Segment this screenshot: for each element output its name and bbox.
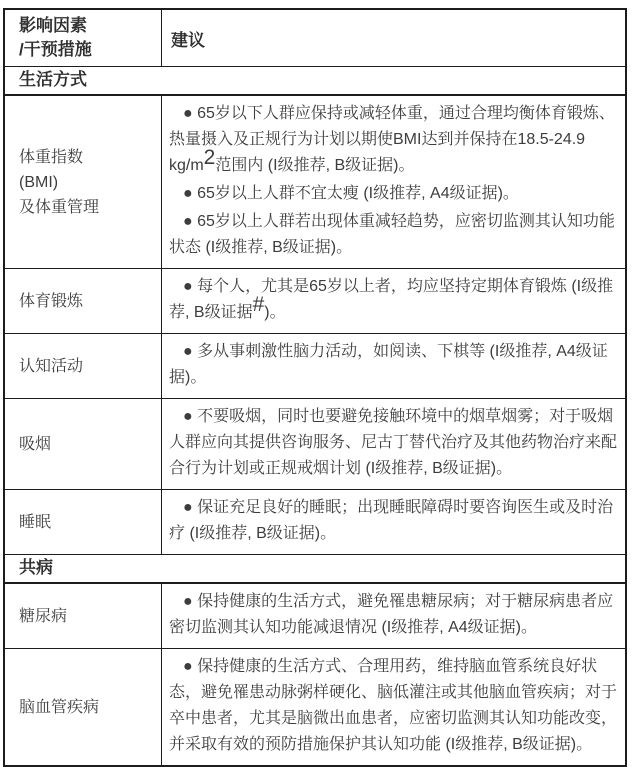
recommendation-cell [162, 583, 627, 649]
bullet-item [169, 181, 619, 207]
bullet-icon: ● [183, 408, 198, 425]
recommendation-cell [162, 490, 627, 555]
factor-cell [4, 334, 162, 399]
factor-header-line2: /干预措施 [19, 40, 92, 59]
table-row [4, 334, 626, 399]
bullet-item [169, 589, 619, 641]
table-row [4, 269, 626, 334]
bullet-icon: ● [183, 658, 198, 675]
factor-label-line: 睡眠 [19, 513, 52, 531]
factor-label-line: 脑血管疾病 [19, 698, 100, 716]
recommendation-cell [162, 269, 627, 334]
bullet-item [169, 209, 619, 261]
factor-label-line: 认知活动 [19, 357, 84, 375]
bullet-text: 65岁以上人群若出现体重减轻趋势，应密切监测其认知功能状态 (I级推荐, B级证据)。 [169, 213, 615, 256]
bullet-text: 每个人，尤其是65岁以上者，均应坚持定期体育锻炼 (I级推荐, B级证据 [169, 278, 614, 321]
bullet-item [169, 404, 619, 482]
bullet-text: 保持健康的生活方式，避免罹患糖尿病；对于糖尿病患者应密切监测其认知功能减退情况 (I级推荐, A4级证据)。 [169, 593, 614, 636]
factor-cell [4, 649, 162, 767]
table-body [4, 67, 626, 767]
section-title: 生活方式 [4, 67, 626, 96]
table-row [4, 649, 626, 767]
superscript: # [252, 293, 265, 316]
header-row [4, 9, 626, 67]
recommendation-cell [162, 649, 627, 767]
bullet-text: 保持健康的生活方式、合理用药，维持脑血管系统良好状态，避免罹患动脉粥样硬化、脑低灌注或其他脑血管疾病；对于卒中患者，尤其是脑微出血患者，应密切监测其认知功能改变，并采取有效的预防措施保护其认知功能 (I级推荐, B级证据)。 [169, 658, 618, 753]
recommendation-cell [162, 334, 627, 399]
table-row [4, 399, 626, 490]
factor-label-line: 体重指数 [19, 148, 84, 166]
bullet-item [169, 654, 619, 758]
section-title: 共病 [4, 555, 626, 584]
factor-label-line: (BMI) [19, 173, 59, 191]
factor-label-line: 吸烟 [19, 435, 52, 453]
bullet-icon: ● [183, 278, 198, 295]
bullet-item [169, 101, 619, 179]
factor-cell [4, 490, 162, 555]
section-header-row [4, 555, 626, 584]
factor-label-line: 及体重管理 [19, 198, 100, 216]
bullet-icon: ● [183, 343, 198, 360]
factor-cell [4, 269, 162, 334]
guideline-table [3, 8, 627, 767]
recommendation-column-header: 建议 [162, 9, 627, 67]
table-row [4, 490, 626, 555]
table-row [4, 583, 626, 649]
factor-column-header [4, 9, 162, 67]
bullet-icon: ● [183, 213, 198, 230]
bullet-icon: ● [183, 593, 198, 610]
superscript: 2 [203, 146, 216, 169]
bullet-icon: ● [183, 185, 198, 202]
recommendation-cell [162, 399, 627, 490]
factor-cell [4, 399, 162, 490]
bullet-text: 保证充足良好的睡眠；出现睡眠障碍时要咨询医生或及时治疗 (I级推荐, B级证据)。 [169, 499, 614, 542]
bullet-text: 多从事刺激性脑力活动，如阅读、下棋等 (I级推荐, A4级证据)。 [169, 343, 608, 386]
factor-header-line1: 影响因素 [19, 16, 87, 35]
factor-cell [4, 95, 162, 269]
factor-cell [4, 583, 162, 649]
bullet-text: 65岁以上人群不宜太瘦 (I级推荐, A4级证据)。 [197, 185, 519, 202]
bullet-text: 不要吸烟，同时也要避免接触环境中的烟草烟雾；对于吸烟人群应向其提供咨询服务、尼古丁替代治疗及其他药物治疗来配合行为计划或正规戒烟计划 (I级推荐, B级证据)。 [169, 408, 618, 477]
table-row [4, 95, 626, 269]
bullet-text: 65岁以下人群应保持或减轻体重，通过合理均衡体育锻炼、热量摄入及正规行为计划以期使BMI达到并保持在18.5-24.9 kg/m [169, 105, 615, 174]
bullet-item [169, 274, 619, 326]
factor-label-line: 体育锻炼 [19, 292, 84, 310]
bullet-icon: ● [183, 105, 198, 122]
bullet-item [169, 339, 619, 391]
bullet-icon: ● [183, 499, 198, 516]
recommendation-cell [162, 95, 627, 269]
table-header [4, 9, 626, 67]
bullet-text: 范围内 (I级推荐, B级证据)。 [215, 157, 415, 174]
bullet-text: )。 [264, 304, 286, 321]
factor-label-line: 糖尿病 [19, 607, 68, 625]
section-header-row [4, 67, 626, 96]
bullet-item [169, 495, 619, 547]
